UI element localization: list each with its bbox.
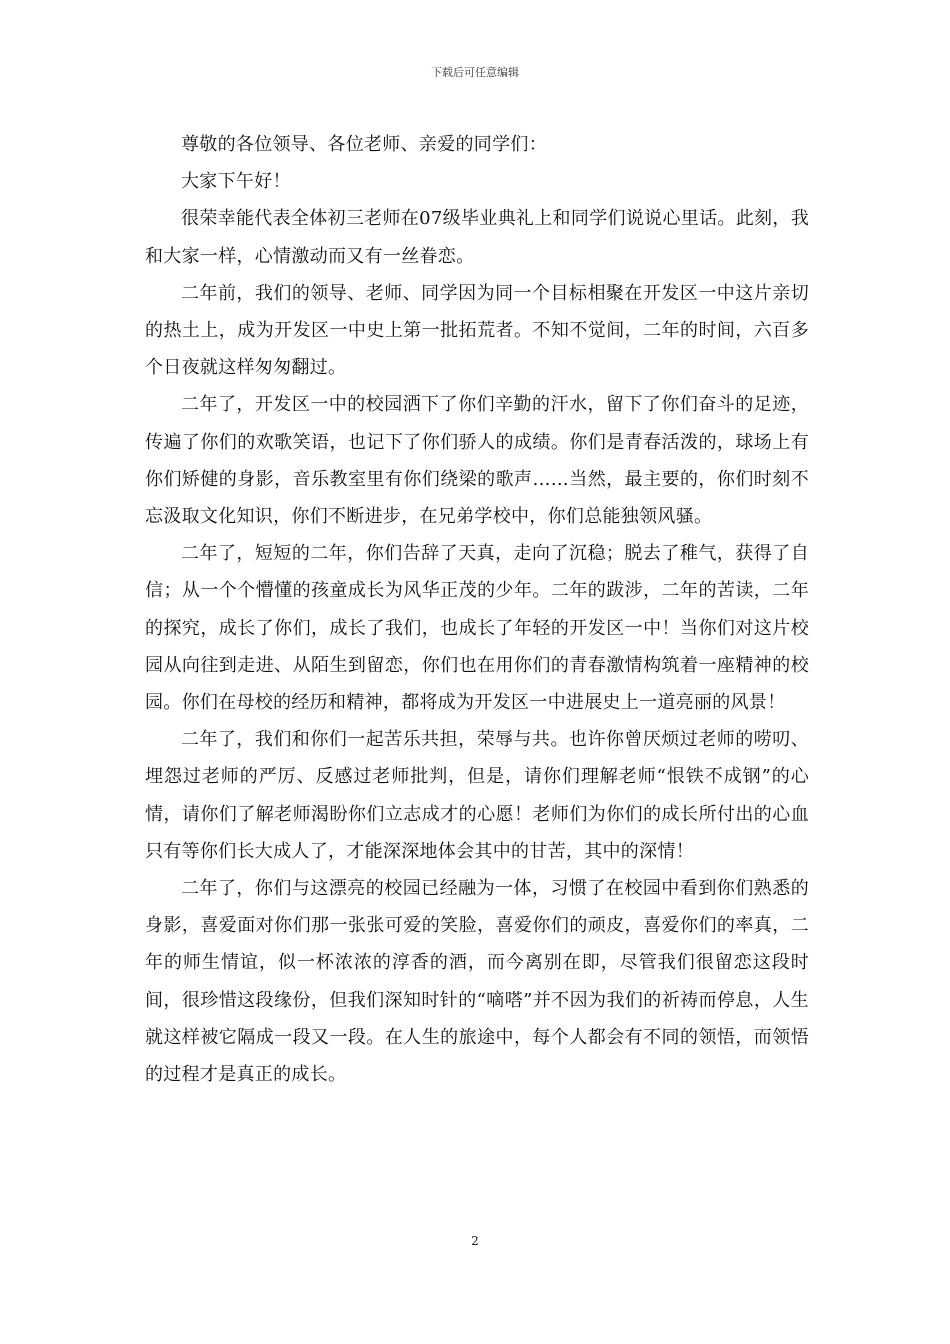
page-number: 2: [471, 1234, 479, 1248]
body-paragraph: 很荣幸能代表全体初三老师在07级毕业典礼上和同学们说说心里话。此刻，我和大家一样，心情激动而又有一丝眷恋。: [145, 208, 809, 267]
body-paragraph: 二年前，我们的领导、老师、同学因为同一个目标相聚在开发区一中这片亲切的热土上，成为开发区一中史上第一批拓荒者。不知不觉间，二年的时间，六百多个日夜就这样匆匆翻过。: [145, 282, 809, 379]
page-header: 下载后可任意编辑: [431, 66, 519, 79]
body-paragraph: 二年了，开发区一中的校园洒下了你们辛勤的汗水，留下了你们奋斗的足迹，传遍了你们的欢歌笑语，也记下了你们骄人的成绩。你们是青春活泼的，球场上有你们矫健的身影，音乐教室里有你们绕梁的歌声……当然，最主要的，你们时刻不忘汲取文化知识，你们不断进步，在兄弟学校中，你们总能独领风骚。: [145, 394, 809, 528]
document-body: [145, 126, 809, 1093]
body-paragraph: 二年了，短短的二年，你们告辞了天真，走向了沉稳；脱去了稚气，获得了自信；从一个个懵懂的孩童成长为风华正茂的少年。二年的跋涉，二年的苦读，二年的探究，成长了你们，成长了我们，也成长了年轻的开发区一中！当你们对这片校园从向往到走进、从陌生到留恋，你们也在用你们的青春激情构筑着一座精神的校园。你们在母校的经历和精神，都将成为开发区一中进展史上一道亮丽的风景！: [145, 543, 809, 714]
salutation-paragraph: 尊敬的各位领导、各位老师、亲爱的同学们：: [181, 134, 547, 155]
body-paragraph: 二年了，我们和你们一起苦乐共担，荣辱与共。也许你曾厌烦过老师的唠叨、埋怨过老师的严厉、反感过老师批判，但是，请你们理解老师“恨铁不成钢”的心情，请你们了解老师渴盼你们立志成才的心愿！老师们为你们的成长所付出的心血只有等你们长大成人了，才能深深地体会其中的甘苦，其中的深情！: [145, 729, 809, 862]
body-paragraph: 二年了，你们与这漂亮的校园已经融为一体，习惯了在校园中看到你们熟悉的身影，喜爱面对你们那一张张可爱的笑脸，喜爱你们的顽皮，喜爱你们的率真，二年的师生情谊，似一杯浓浓的淳香的酒，而今离别在即，尽管我们很留恋这段时间，很珍惜这段缘份，但我们深知时针的“嘀嗒”并不因为我们的祈祷而停息，人生就这样被它隔成一段又一段。在人生的旅途中，每个人都会有不同的领悟，而领悟的过程才是真正的成长。: [145, 878, 809, 1086]
greeting-paragraph: 大家下午好！: [181, 171, 291, 193]
